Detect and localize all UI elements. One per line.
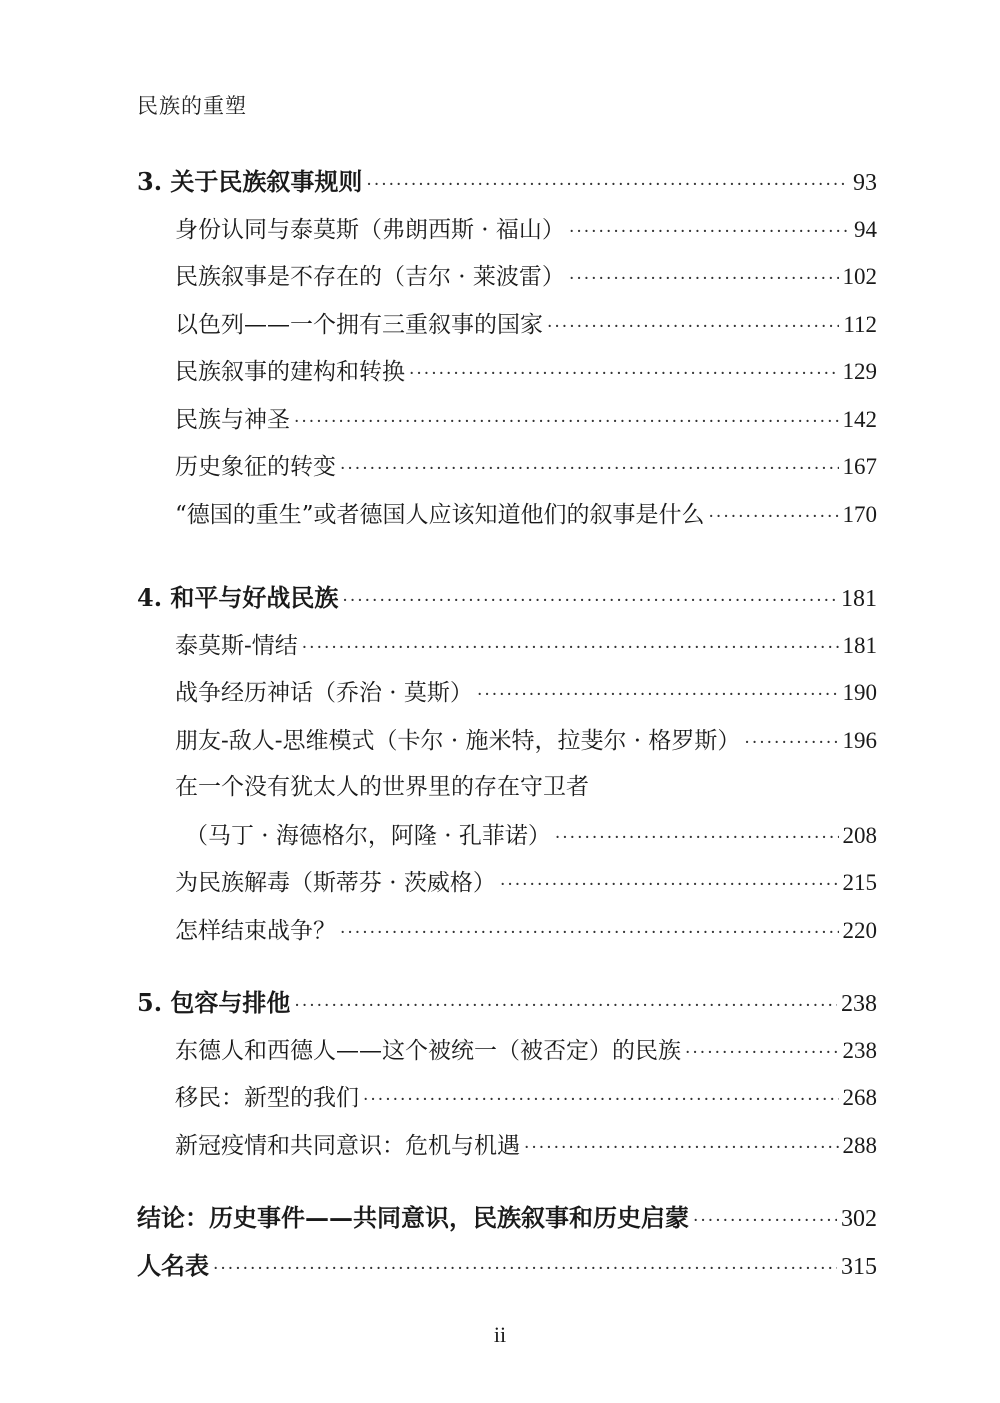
leader-dots	[213, 1246, 837, 1294]
leader-dots	[342, 578, 837, 626]
toc-conclusion	[137, 1194, 877, 1242]
toc-chapter-title: 结论：历史事件——共同意识，民族叙事和历史启蒙	[137, 1203, 689, 1232]
toc-entry-title: 民族叙事是不存在的（吉尔 · 莱波雷）	[175, 264, 565, 290]
toc-entry-title: 怎样结束战争？	[175, 917, 336, 944]
leader-dots	[363, 1077, 839, 1125]
toc-entry-title: “德国的重生”或者德国人应该知道他们的叙事是什么	[175, 501, 705, 528]
leader-dots	[744, 720, 838, 768]
leader-dots	[555, 815, 839, 863]
toc-page-number: 112	[843, 311, 877, 337]
toc-entry	[137, 859, 877, 907]
leader-dots	[709, 494, 839, 542]
toc-page-number: 288	[842, 1132, 877, 1158]
toc-entry-title: 在一个没有犹太人的世界里的存在守卫者	[175, 774, 589, 800]
toc-page-number: 268	[842, 1085, 877, 1110]
toc-page-number: 102	[842, 264, 877, 289]
spacer	[137, 1169, 877, 1194]
toc-page-number: 93	[853, 170, 877, 196]
leader-dots	[340, 446, 839, 494]
toc-entry-title: 为民族解毒（斯蒂芬 · 茨威格）	[175, 870, 496, 896]
toc-entry-title: 民族与神圣	[175, 406, 290, 433]
toc-page-number: 167	[842, 454, 877, 479]
spacer	[137, 538, 877, 574]
toc-entry	[137, 669, 877, 717]
toc-page-number: 94	[854, 216, 877, 242]
toc-entry-title: 东德人和西德人——这个被统一（被否定）的民族	[175, 1037, 681, 1064]
leader-dots	[569, 256, 839, 304]
toc-entry-title: 朋友-敌人-思维模式（卡尔 · 施米特，拉斐尔 · 格罗斯）	[175, 727, 741, 754]
toc-entry	[137, 1027, 877, 1075]
toc-chapter-3	[137, 158, 877, 206]
toc-chapter-title: 5. 包容与排他	[137, 988, 291, 1017]
toc-page-number: 238	[841, 991, 877, 1017]
toc-page-number: 142	[842, 406, 877, 432]
toc-page-number: 220	[842, 917, 877, 943]
leader-dots	[477, 672, 839, 720]
toc-page-number: 190	[842, 680, 877, 705]
toc-entry	[137, 622, 877, 670]
page-number: ii	[493, 1322, 507, 1347]
leader-dots	[302, 625, 839, 673]
leader-dots	[366, 162, 849, 210]
toc-page-number: 302	[841, 1206, 877, 1232]
toc-page-number: 181	[842, 632, 877, 658]
toc-entry-title: 以色列——一个拥有三重叙事的国家	[175, 311, 543, 338]
leader-dots	[569, 209, 850, 257]
toc-page-number: 208	[842, 822, 877, 848]
leader-dots	[500, 862, 839, 910]
toc-chapter-title: 4. 和平与好战民族	[137, 583, 339, 612]
toc-entry	[137, 348, 877, 396]
toc-chapter-title: 人名表	[137, 1250, 209, 1280]
toc-page-number: 181	[841, 586, 877, 612]
toc-entry	[137, 396, 877, 444]
leader-dots	[524, 1125, 839, 1173]
leader-dots	[340, 910, 839, 958]
toc-chapter-5	[137, 979, 877, 1027]
toc-entry	[137, 1074, 877, 1122]
spacer	[137, 954, 877, 979]
toc-page-number: 315	[841, 1253, 877, 1280]
leader-dots	[685, 1030, 839, 1078]
leader-dots	[547, 304, 839, 352]
toc-entry	[137, 717, 877, 765]
toc-entry-title: 战争经历神话（乔治 · 莫斯）	[175, 680, 473, 706]
leader-dots	[294, 983, 837, 1031]
toc-entry-title: 新冠疫情和共同意识：危机与机遇	[175, 1132, 520, 1159]
toc-entry-title: （马丁 · 海德格尔，阿隆 · 孔菲诺）	[185, 822, 551, 849]
running-head: 民族的重塑	[137, 94, 247, 118]
toc-entry	[137, 1122, 877, 1170]
toc-page-number: 196	[842, 727, 877, 753]
toc-entry	[137, 907, 877, 955]
toc-page-number: 129	[842, 359, 877, 384]
toc-index	[137, 1242, 877, 1290]
leader-dots	[409, 351, 839, 399]
toc-entry	[137, 206, 877, 254]
toc-page-number: 238	[842, 1037, 877, 1063]
leader-dots	[693, 1198, 837, 1246]
toc-entry	[137, 491, 877, 539]
toc-chapter-4	[137, 574, 877, 622]
table-of-contents	[137, 158, 877, 1289]
toc-entry	[137, 253, 877, 301]
toc-entry-title: 历史象征的转变	[175, 454, 336, 480]
toc-entry-title: 泰莫斯-情结	[175, 632, 298, 659]
toc-entry	[137, 301, 877, 349]
toc-entry	[137, 764, 877, 812]
toc-entry-continuation	[137, 812, 877, 860]
toc-entry-title: 移民：新型的我们	[175, 1085, 359, 1111]
toc-page-number: 215	[842, 870, 877, 895]
toc-entry	[137, 443, 877, 491]
toc-chapter-title: 3. 关于民族叙事规则	[137, 167, 363, 196]
leader-dots	[294, 399, 839, 447]
toc-entry-title: 民族叙事的建构和转换	[175, 359, 405, 385]
toc-entry-title: 身份认同与泰莫斯（弗朗西斯 · 福山）	[175, 216, 565, 243]
toc-page-number: 170	[842, 501, 877, 527]
